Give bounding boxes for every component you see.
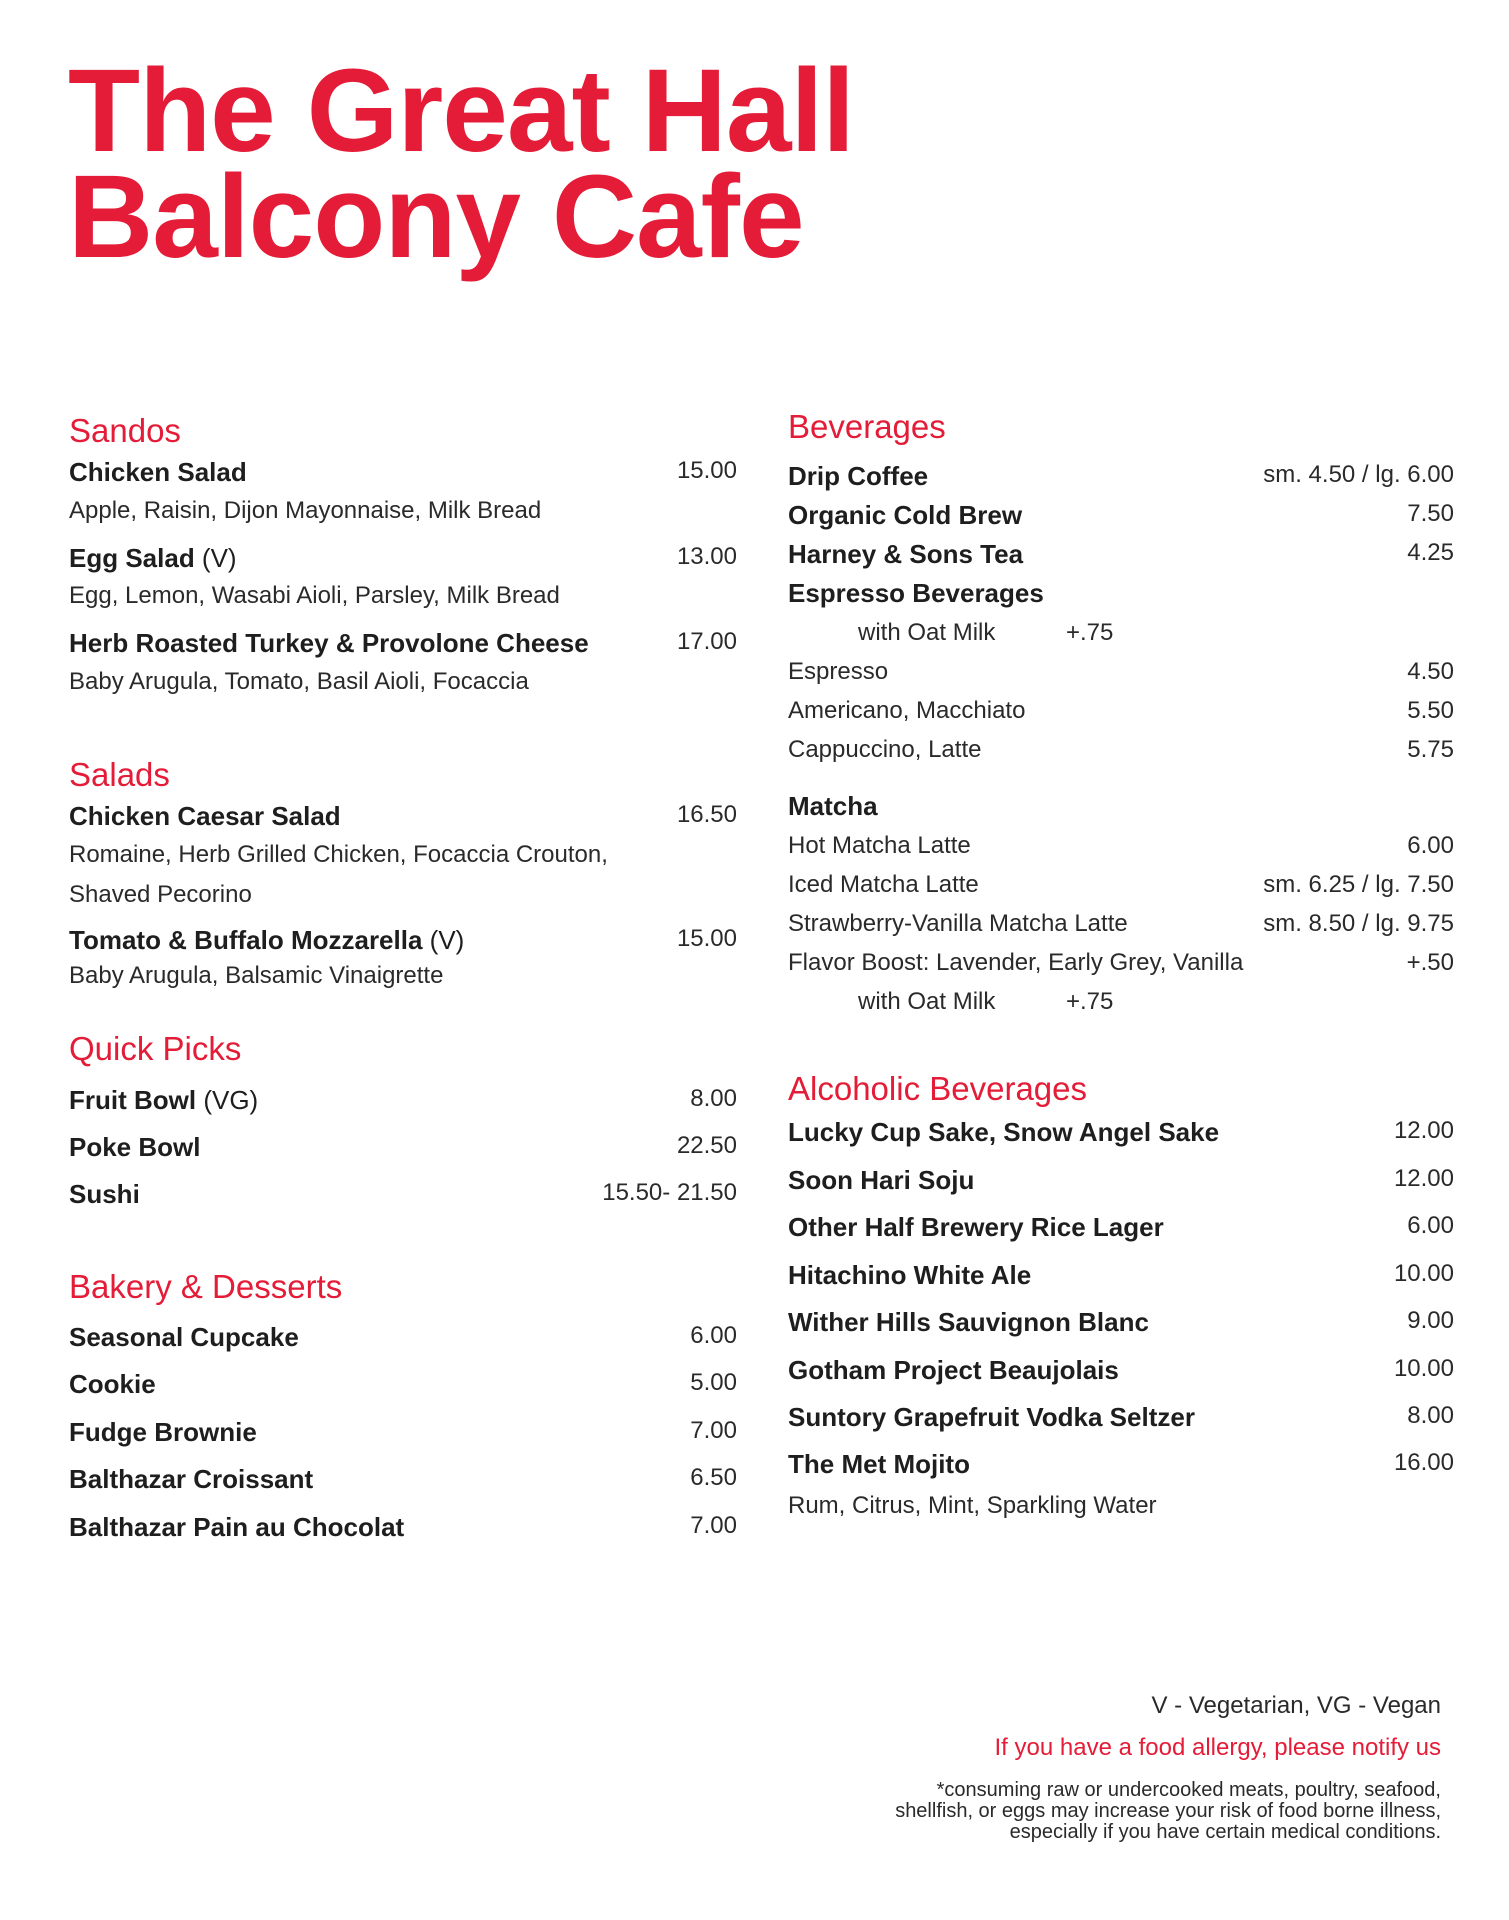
item-price: 17.00 <box>676 628 737 655</box>
option-price: +.75 <box>1066 619 1114 646</box>
disclaimer-line-1: *consuming raw or undercooked meats, poultry, seafood, <box>936 1779 1441 1801</box>
item-price: sm. 4.50 / lg. 6.00 <box>1263 461 1454 488</box>
item-name: Sushi <box>69 1179 140 1209</box>
diet-tag: (V) <box>194 543 237 573</box>
item-name: Chicken Caesar Salad <box>69 801 341 831</box>
item-name: Cappuccino, Latte <box>788 736 982 763</box>
menu-item <box>788 871 1454 907</box>
diet-tag: (V) <box>429 925 465 955</box>
item-name: Harney & Sons Tea <box>788 539 1024 569</box>
menu-item <box>788 949 1454 985</box>
item-price: 6.50 <box>690 1464 737 1491</box>
menu-item <box>69 1464 737 1500</box>
item-description: Baby Arugula, Balsamic Vinaigrette <box>69 962 444 989</box>
disclaimer-line-2: shellfish, or eggs may increase your risk of food borne illness, <box>895 1800 1441 1822</box>
title-line-1: The Great Hall <box>68 45 855 177</box>
menu-item <box>69 457 737 493</box>
menu-item <box>788 539 1454 575</box>
item-name: The Met Mojito <box>788 1449 970 1479</box>
item-price: 7.00 <box>690 1512 737 1539</box>
item-name-text: Egg Salad <box>69 543 195 573</box>
item-description: Romaine, Herb Grilled Chicken, Focaccia Crouton, <box>69 841 608 868</box>
menu-item <box>788 1355 1454 1391</box>
menu-item <box>788 658 1454 694</box>
consumption-disclaimer <box>895 1780 1441 1843</box>
oat-milk-option <box>788 619 1454 655</box>
item-name: Iced Matcha Latte <box>788 871 979 898</box>
menu-item <box>788 1260 1454 1296</box>
item-name: Cookie <box>69 1369 156 1399</box>
item-name: Strawberry-Vanilla Matcha Latte <box>788 910 1128 937</box>
item-name: Espresso Beverages <box>788 578 1044 608</box>
menu-item <box>788 1307 1454 1343</box>
item-name: Balthazar Pain au Chocolat <box>69 1512 405 1542</box>
item-price: 6.00 <box>690 1322 737 1349</box>
menu-item <box>69 543 737 579</box>
item-price: 5.75 <box>1407 736 1454 763</box>
item-price: 4.50 <box>1407 658 1454 685</box>
section-heading-salads: Salads <box>69 756 170 793</box>
item-name: Other Half Brewery Rice Lager <box>788 1212 1164 1242</box>
page-title <box>68 45 855 283</box>
item-name: Espresso <box>788 658 889 685</box>
menu-item <box>69 1417 737 1453</box>
item-name: Seasonal Cupcake <box>69 1322 299 1352</box>
item-price: 12.00 <box>1393 1117 1454 1144</box>
item-price: 8.00 <box>1407 1402 1454 1429</box>
menu-item <box>788 697 1454 733</box>
item-name: Herb Roasted Turkey & Provolone Cheese <box>69 628 589 658</box>
item-name: Hot Matcha Latte <box>788 832 971 859</box>
item-name <box>69 1085 258 1116</box>
allergy-notice: If you have a food allergy, please notify us <box>994 1734 1441 1761</box>
item-description: Egg, Lemon, Wasabi Aioli, Parsley, Milk Bread <box>69 582 560 609</box>
menu-item <box>69 801 737 837</box>
menu-item <box>69 1512 737 1548</box>
item-price: sm. 8.50 / lg. 9.75 <box>1263 910 1454 937</box>
section-heading-quick-picks: Quick Picks <box>69 1030 242 1067</box>
diet-legend: V - Vegetarian, VG - Vegan <box>1151 1692 1441 1719</box>
menu-item <box>788 1117 1454 1153</box>
menu-item <box>69 1132 737 1168</box>
item-name: Balthazar Croissant <box>69 1464 314 1494</box>
menu-item <box>69 1369 737 1405</box>
title-line-2: Balcony Cafe <box>68 151 804 283</box>
subheading-matcha <box>788 791 1454 827</box>
item-price: 16.50 <box>676 801 737 828</box>
item-price: 15.50- 21.50 <box>602 1179 737 1206</box>
item-price: 10.00 <box>1393 1355 1454 1382</box>
item-price: 7.00 <box>690 1417 737 1444</box>
menu-item <box>69 1322 737 1358</box>
item-name-text: Tomato & Buffalo Mozzarella <box>69 925 423 955</box>
item-price: 12.00 <box>1393 1165 1454 1192</box>
section-heading-sandos: Sandos <box>69 412 181 449</box>
item-price: 10.00 <box>1393 1260 1454 1287</box>
item-price: 16.00 <box>1393 1449 1454 1476</box>
item-name: Flavor Boost: Lavender, Early Grey, Vanilla <box>788 949 1244 976</box>
item-name: Americano, Macchiato <box>788 697 1026 724</box>
menu-item <box>788 578 1454 614</box>
item-name: Gotham Project Beaujolais <box>788 1355 1119 1385</box>
item-name: Organic Cold Brew <box>788 500 1023 530</box>
menu-item <box>788 1449 1454 1485</box>
menu-item <box>788 1402 1454 1438</box>
item-price: 6.00 <box>1407 1212 1454 1239</box>
item-description: Apple, Raisin, Dijon Mayonnaise, Milk Bread <box>69 497 542 524</box>
diet-tag: (VG) <box>203 1085 259 1115</box>
menu-item <box>788 1212 1454 1248</box>
menu-item <box>788 461 1454 497</box>
item-price: 13.00 <box>676 543 737 570</box>
option-price: +.75 <box>1066 988 1114 1015</box>
section-heading-bakery: Bakery & Desserts <box>69 1268 343 1305</box>
option-label: with Oat Milk <box>858 619 996 646</box>
item-price: 6.00 <box>1407 832 1454 859</box>
item-price: 15.00 <box>676 457 737 484</box>
item-price: 4.25 <box>1407 539 1454 566</box>
menu-item <box>69 925 737 961</box>
item-price: 8.00 <box>690 1085 737 1112</box>
item-name: Drip Coffee <box>788 461 929 491</box>
item-price: 9.00 <box>1407 1307 1454 1334</box>
menu-item <box>69 1179 737 1215</box>
menu-item <box>788 500 1454 536</box>
item-price: sm. 6.25 / lg. 7.50 <box>1263 871 1454 898</box>
item-name: Chicken Salad <box>69 457 247 487</box>
section-heading-beverages: Beverages <box>788 408 946 445</box>
option-label: with Oat Milk <box>858 988 996 1015</box>
section-heading-alcoholic-beverages: Alcoholic Beverages <box>788 1070 1087 1107</box>
item-price: 5.50 <box>1407 697 1454 724</box>
item-name: Suntory Grapefruit Vodka Seltzer <box>788 1402 1195 1432</box>
item-name: Soon Hari Soju <box>788 1165 975 1195</box>
matcha-heading: Matcha <box>788 791 878 821</box>
item-description: Rum, Citrus, Mint, Sparkling Water <box>788 1492 1157 1519</box>
menu-item <box>788 736 1454 772</box>
item-name: Lucky Cup Sake, Snow Angel Sake <box>788 1117 1220 1147</box>
item-description-line-2: Shaved Pecorino <box>69 881 252 908</box>
item-name: Poke Bowl <box>69 1132 201 1162</box>
item-name: Hitachino White Ale <box>788 1260 1032 1290</box>
item-name-text: Fruit Bowl <box>69 1085 197 1115</box>
item-name <box>69 925 464 956</box>
item-description: Baby Arugula, Tomato, Basil Aioli, Focaccia <box>69 668 529 695</box>
item-name <box>69 543 237 574</box>
menu-item <box>69 628 737 664</box>
menu-item <box>788 910 1454 946</box>
item-price: 15.00 <box>676 925 737 952</box>
menu-item <box>69 1085 737 1121</box>
menu-item <box>788 832 1454 868</box>
disclaimer-line-3: especially if you have certain medical conditions. <box>1009 1821 1441 1843</box>
item-price: 7.50 <box>1407 500 1454 527</box>
oat-milk-option <box>788 988 1454 1024</box>
menu-item <box>788 1165 1454 1201</box>
item-name: Fudge Brownie <box>69 1417 257 1447</box>
item-price: 5.00 <box>690 1369 737 1396</box>
item-price: +.50 <box>1406 949 1454 976</box>
item-name: Wither Hills Sauvignon Blanc <box>788 1307 1149 1337</box>
item-price: 22.50 <box>676 1132 737 1159</box>
